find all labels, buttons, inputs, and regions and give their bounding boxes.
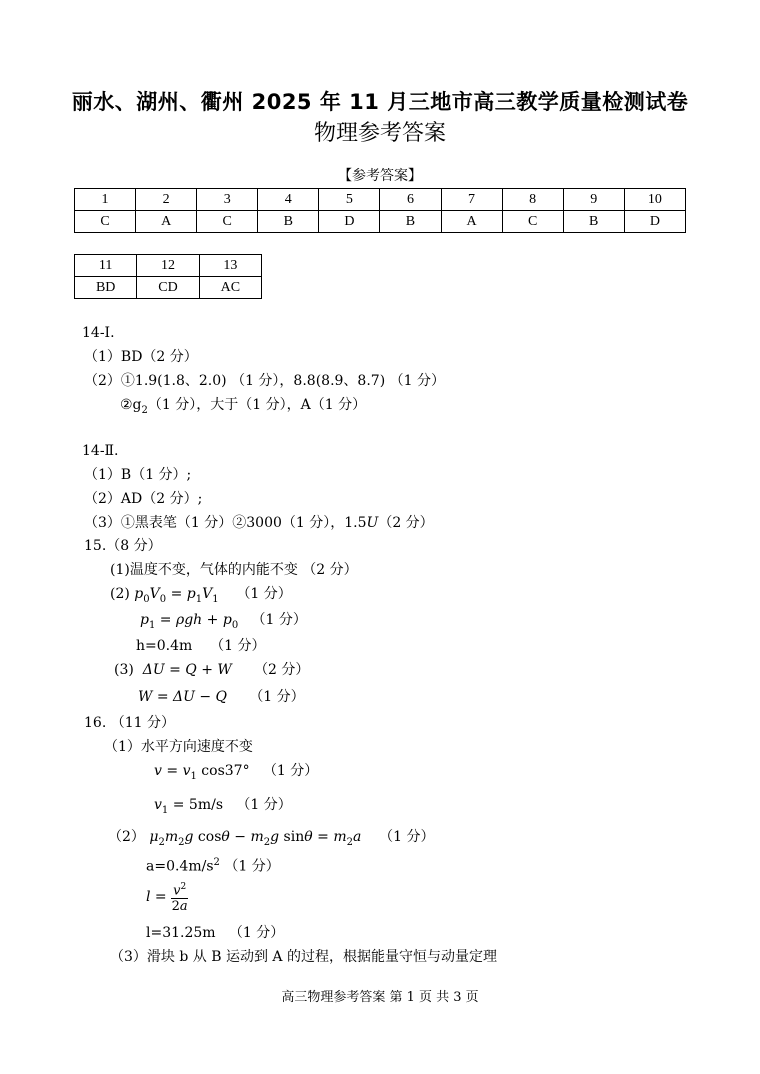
q15-part1: (1)温度不变，气体的内能不变 （2 分） (110, 562, 358, 578)
q14-2-part3-score: （2 分） (378, 515, 434, 531)
q14-1-part2b-rest: （1 分），大于（1 分），A（1 分） (147, 397, 367, 413)
question-number: 11 (75, 255, 137, 277)
exam-title: 丽水、湖州、衢州 2025 年 11 月三地市高三教学质量检测试卷 (71, 90, 689, 114)
q16-accel-value: a=0.4m/s (146, 858, 214, 875)
q16-velocity-eq: v (154, 763, 162, 779)
q14-1-g-symbol: ②g (120, 397, 142, 413)
q16-length-score: （1 分） (228, 925, 285, 941)
question-number: 3 (197, 189, 258, 211)
answer-subtitle: 物理参考答案 (313, 121, 446, 146)
question-number: 8 (502, 189, 563, 211)
q16-accel-score: （1 分） (224, 858, 280, 875)
question-number: 13 (199, 255, 261, 277)
answer-caption: 【参考答案】 (338, 168, 422, 184)
answer-choice: AC (199, 277, 261, 299)
q15-first-law-score: （2 分） (254, 662, 310, 678)
answer-choice: C (197, 211, 258, 233)
q15-part2-result (136, 637, 265, 655)
q16-part2-eq: （2） $\mu_2m_2g$ $\cos\theta - m_2g$ $\sin\theta = m_2a$ （1 分） (108, 829, 435, 848)
answer-choice: B (380, 211, 441, 233)
answer-choice-row (75, 277, 262, 299)
answer-choice: CD (137, 277, 199, 299)
q15-work-eq: W = ΔU − Q (138, 689, 228, 705)
answer-choice: A (136, 211, 197, 233)
answer-choice: D (319, 211, 380, 233)
q16-eq2-score: （1 分） (236, 797, 292, 813)
q16-part2-accel (146, 854, 280, 876)
q16-eq1-score: （1 分） (262, 763, 319, 779)
q16-part2-length-result (146, 924, 284, 942)
q15-eq-pressure: p (140, 612, 149, 628)
question-number: 2 (136, 189, 197, 211)
q14-2-heading: 14-Ⅱ. (82, 443, 119, 459)
q16-part3: （3）滑块 b 从 B 运动到 A 的过程，根据能量守恒与动量定理 (110, 949, 497, 965)
q16-length-value: l=31.25m (146, 925, 216, 941)
answer-choice: D (624, 211, 685, 233)
q15-part3-label: (3) (114, 662, 134, 678)
question-number: 7 (441, 189, 502, 211)
answer-choice: B (258, 211, 319, 233)
answer-table-1 (74, 188, 686, 233)
question-number: 4 (258, 189, 319, 211)
q15-work-score: （1 分） (249, 689, 305, 705)
question-number: 10 (624, 189, 685, 211)
q15-eq2-score: （1 分） (251, 612, 307, 628)
q15-heading: 15.（8 分） (84, 538, 162, 554)
answer-choice-row (75, 211, 686, 233)
q14-2-part1: （1）B（1 分）; (84, 467, 192, 483)
q15-eq-boyle: p (134, 586, 144, 602)
q16-part2-length-eq: l = $\frac{v^2}{2a}$ (146, 882, 188, 915)
q14-1-g-subscript: 2 (141, 404, 148, 416)
q15-first-law: ΔU = Q + W (142, 662, 232, 678)
answer-choice: B (563, 211, 624, 233)
q15-eq1-score: （1 分） (236, 586, 292, 602)
q15-part2-label: (2) (110, 586, 130, 602)
q15-part3-eq2 (138, 688, 305, 706)
q14-2-voltage-symbol: U (366, 515, 379, 531)
q16-part1-label: （1）水平方向速度不变 (104, 739, 253, 755)
q15-part2-eq2: $p_1 = \rho gh + p_0$ （1 分） (140, 612, 307, 631)
q14-2-part3-text: （3）①黑表笔（1 分）②3000（1 分），1.5 (84, 515, 367, 531)
q16-heading: 16. （11 分） (84, 715, 175, 731)
q14-2-part3 (84, 514, 434, 532)
page-footer: 高三物理参考答案 第 1 页 共 3 页 (281, 990, 479, 1005)
question-number: 6 (380, 189, 441, 211)
q14-2-part2: （2）AD（2 分）; (84, 491, 203, 507)
q15-result-score: （1 分） (210, 638, 266, 654)
answer-choice: BD (75, 277, 137, 299)
q14-1-heading: 14-Ⅰ. (82, 325, 115, 341)
q15-height-result: h=0.4m (136, 638, 193, 654)
q16-length-fraction: $\frac{v^2}{2a}$ (171, 882, 188, 915)
question-number: 1 (75, 189, 136, 211)
answer-choice: A (441, 211, 502, 233)
q16-part1-eq1: $v = v_1$ cos37° （1 分） (154, 763, 319, 782)
q14-1-part1: （1）BD（2 分） (84, 349, 198, 365)
q14-1-part2: （2）①1.9(1.8、2.0) （1 分），8.8(8.9、8.7) （1 分） (84, 373, 445, 389)
q16-newton-eq: μ (149, 829, 159, 845)
q16-part2-label: （2） (108, 829, 145, 845)
q16-v1-value: = 5m/s (172, 797, 224, 813)
question-number: 5 (319, 189, 380, 211)
q16-newton-score: （1 分） (379, 829, 435, 845)
q15-part3-eq1 (114, 661, 309, 679)
answer-choice: C (502, 211, 563, 233)
answer-number-row (75, 189, 686, 211)
answer-number-row (75, 255, 262, 277)
q16-accel-exponent: 2 (213, 857, 220, 868)
q16-v1-symbol: v (154, 797, 162, 813)
answer-choice: C (75, 211, 136, 233)
q14-1-part2b (120, 396, 366, 420)
q16-length-symbol: l (146, 889, 151, 906)
answer-table-2 (74, 254, 262, 299)
q16-part1-eq2: $v_1 = 5m/s$ （1 分） (154, 797, 292, 816)
question-number: 9 (563, 189, 624, 211)
q15-part2-eq1: (2) $p_0V_0 = p_1V_1$ （1 分） (110, 586, 292, 605)
question-number: 12 (137, 255, 199, 277)
